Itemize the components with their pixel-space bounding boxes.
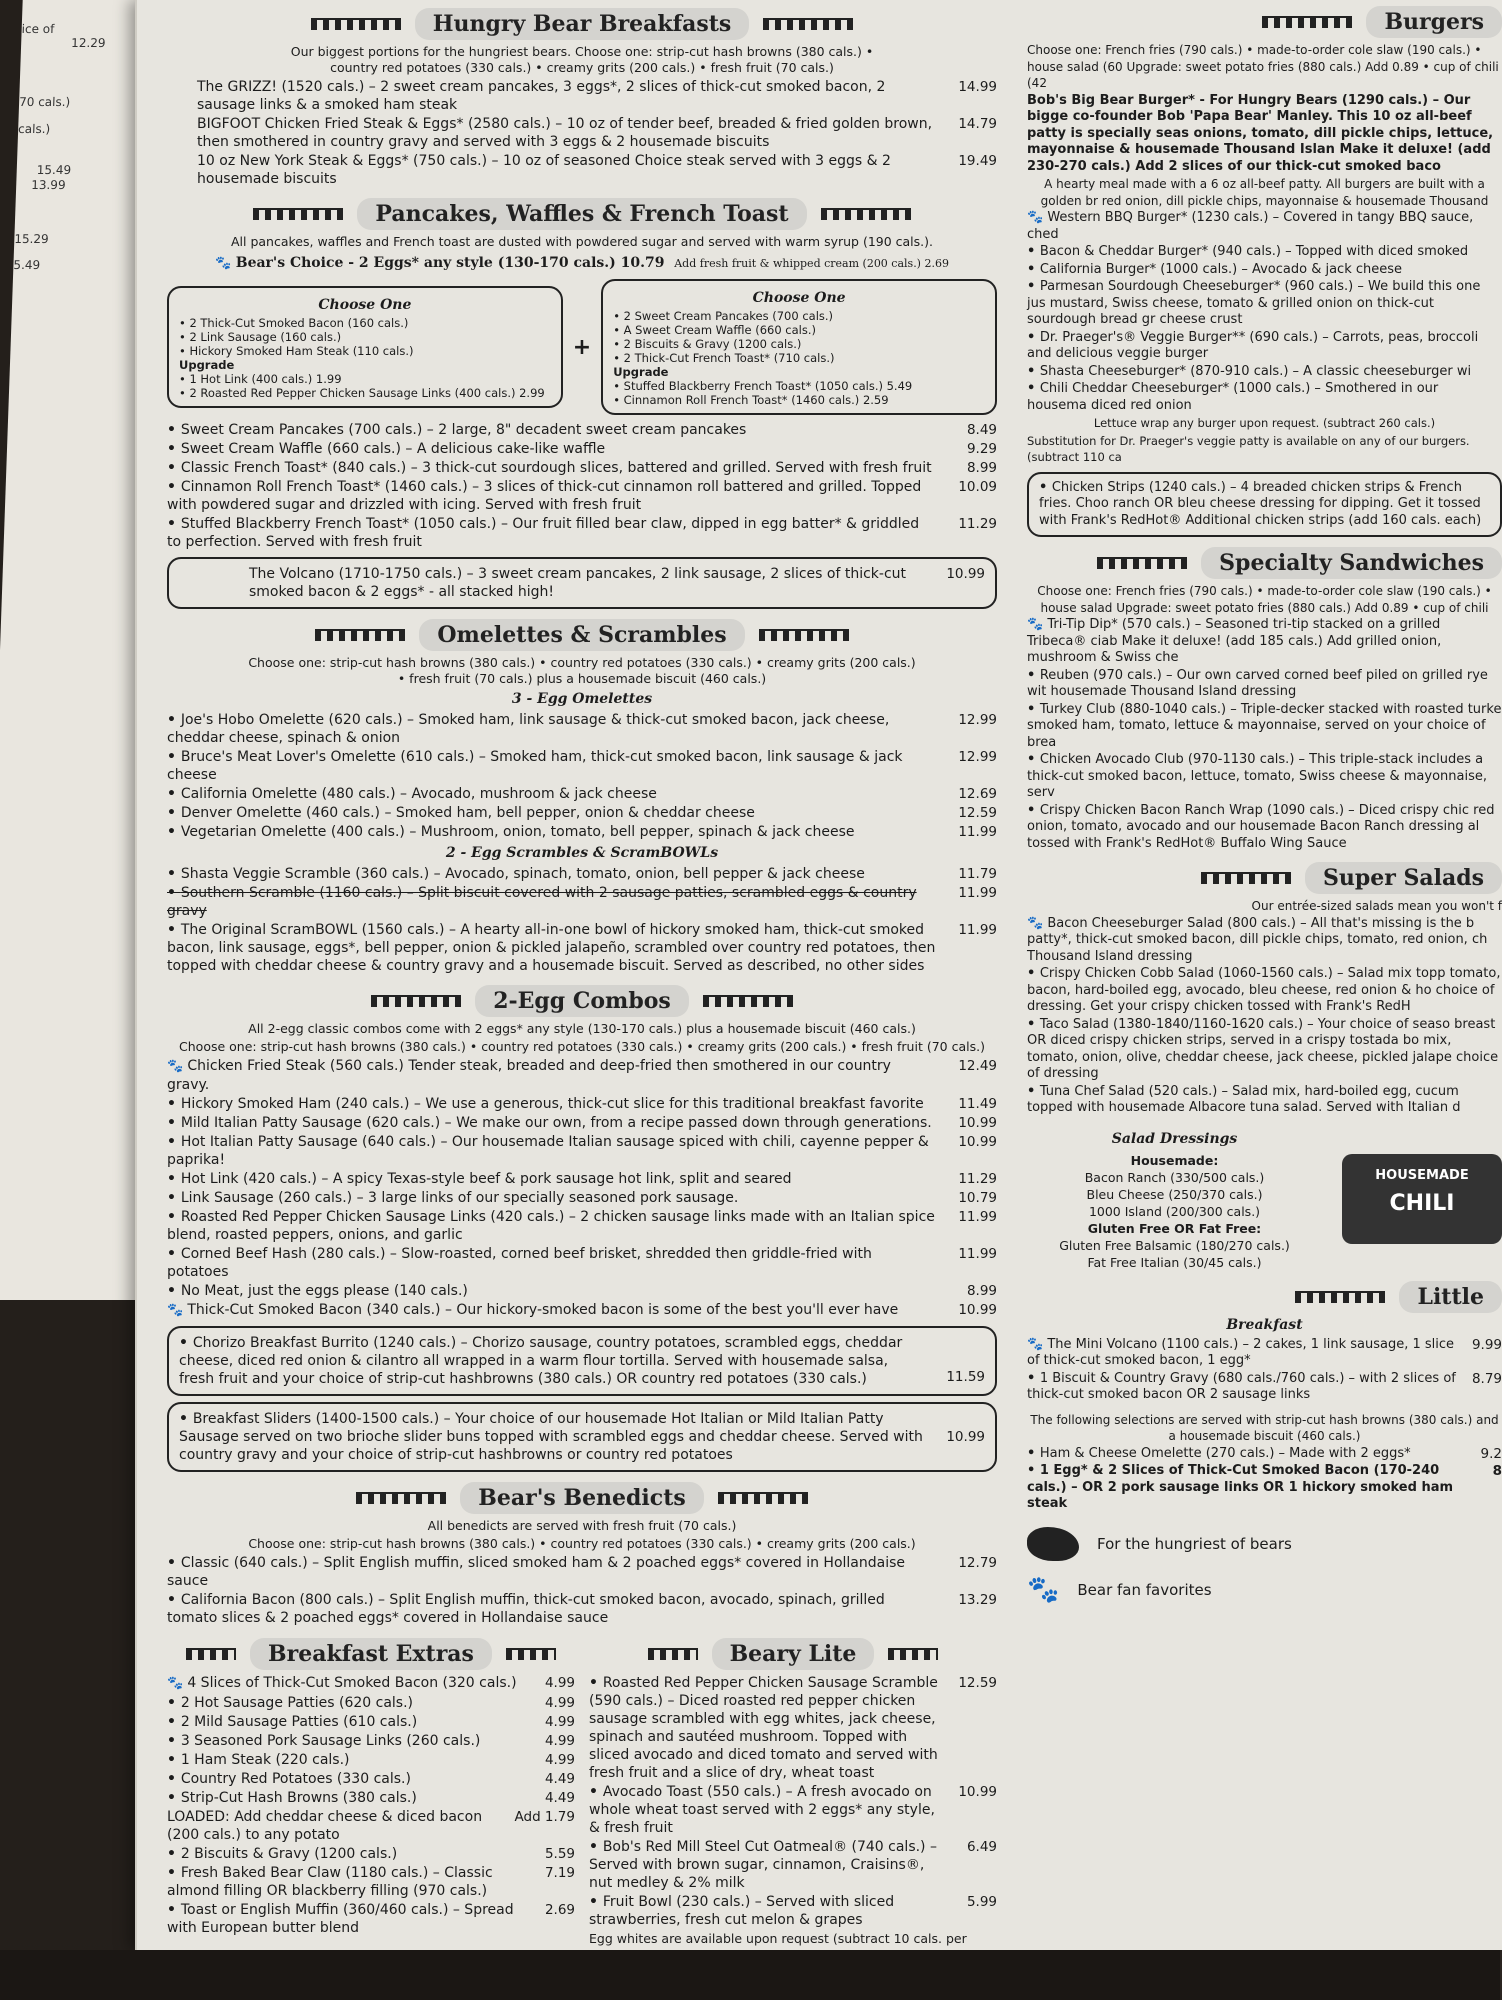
menu-item: • Chicken Avocado Club (970-1130 cals.) – This triple-stack includes a thick-cut smoked bacon, lettuce, tomato, Swiss cheese & mayonnaise, serv (1027, 752, 1502, 802)
menu-item: • 1 Ham Steak (220 cals.) 4.99 (167, 1751, 575, 1769)
menu-item: • Hickory Smoked Ham (240 cals.) – We use a generous, thick-cut slice for this traditional breakfast favorite 11.49 (167, 1095, 997, 1113)
menu-item: • Shasta Cheeseburger* (870-910 cals.) – A classic cheeseburger wi (1027, 364, 1502, 381)
menu-item: • Fruit Bowl (230 cals.) – Served with sliced strawberries, fresh cut melon & grapes 5.99 (589, 1893, 997, 1929)
section-header (167, 1638, 575, 1670)
section-intro: Choose one: strip-cut hash browns (380 cals.) • country red potatoes (330 cals.) • creamy grits (200 cals.) • fresh fruit (70 cals.) (179, 1039, 985, 1054)
menu-item: • Taco Salad (1380-1840/1160-1620 cals.) – Your choice of seaso breast OR diced crispy chicken strips, served in a crispy tostada bo mix, tomato, onion, olive, cheddar cheese, jack cheese, pickled jalape choice of dressing (1027, 1017, 1502, 1083)
menu-item: • Southern Scramble (1160 cals.) – Split biscuit covered with 2 sausage patties, scrambled eggs & country gravy 11.99 (167, 884, 997, 920)
subsection-title: 2 - Egg Scrambles & ScramBOWLs (445, 845, 719, 861)
menu-item: • Bruce's Meat Lover's Omelette (610 cals.) – Smoked ham, thick-cut smoked bacon, link sausage & jack cheese 12.99 (167, 748, 997, 784)
menu-item: • Corned Beef Hash (280 cals.) – Slow-roasted, corned beef brisket, shredded then griddle-fried with potatoes 11.99 (167, 1245, 997, 1281)
section-header (147, 8, 1017, 40)
menu-item: • Hot Italian Patty Sausage (640 cals.) – Our housemade Italian sausage spiced with chili, cayenne pepper & paprika! 10.99 (167, 1133, 997, 1169)
section-intro: All pancakes, waffles and French toast are dusted with powdered sugar and served with warm syrup (190 cals.). (230, 234, 933, 249)
menu-item: • Ham & Cheese Omelette (270 cals.) – Made with 2 eggs* 9.2 (1027, 1446, 1502, 1463)
menu-item: • Sweet Cream Waffle (660 cals.) – A delicious cake-like waffle 9.29 (167, 440, 997, 458)
menu-item: • Shasta Veggie Scramble (360 cals.) – Avocado, spinach, tomato, onion, bell pepper & jack cheese 11.79 (167, 865, 997, 883)
combo-items (147, 1057, 1017, 1472)
menu-item: • Link Sausage (260 cals.) – 3 large links of our specially seasoned pork sausage. 10.79 (167, 1189, 997, 1207)
section-header (1027, 862, 1502, 894)
burger-note: Lettuce wrap any burger upon request. (subtract 260 cals.) (1093, 416, 1436, 430)
sliders-box: • Breakfast Sliders (1400-1500 cals.) – Your choice of our housemade Hot Italian or Mild Italian Patty Sausage served on two brioche slider buns topped with scrambled eggs and cheddar cheese. Served with country gravy and your choice of strip-cut hashbrowns or country red potatoes 10.99 (167, 1402, 997, 1472)
section-intro: Choose one: strip-cut hash browns (380 cals.) • country red potatoes (330 cals.) • creamy grits (200 cals.) • fresh fruit (70 cals.) plus a housemade biscuit (460 cals.) (248, 655, 916, 686)
choice-box-stack: Choose One • 2 Sweet Cream Pancakes (700 cals.) • A Sweet Cream Waffle (660 cals.) • 2 Biscuits & Gravy (1200 cals.) • 2 Thick-Cut French Toast* (710 cals.) Upgrade • Stuffed Blackberry French Toast* (1050 cals.) 5.49 • Cinnamon Roll French Toast* (1460 cals.) 2.59 (601, 279, 997, 415)
section-intro: All 2-egg classic combos come with 2 eggs* any style (130-170 cals.) plus a housemade biscuit (460 cals.) (248, 1021, 916, 1036)
big-bear-burger: Bob's Big Bear Burger* - For Hungry Bears (1290 cals.) – Our bigge co-founder Bob 'Papa Bear' Manley. This 10 oz all-beef patty is specially seas onions, tomato, dill pickle chips, lettuce, mayonnaise & housemade Thousand Islan Make it deluxe! (add 230-270 cals.) Add 2 slices of our thick-cut smoked baco (1027, 92, 1494, 174)
burger-note: Substitution for Dr. Praeger's veggie patty is available on any of our burgers. (subtract 110 ca (1027, 433, 1470, 464)
menu-item: • Dr. Praeger's® Veggie Burger** (690 cals.) – Carrots, peas, broccoli and delicious veggie burger (1027, 330, 1502, 363)
menu-item: • 1 Biscuit & Country Gravy (680 cals./760 cals.) – with 2 slices of thick-cut smoked bacon OR 2 sausage links 8.79 (1027, 1371, 1502, 1404)
menu-item: • Cinnamon Roll French Toast* (1460 cals.) – 3 slices of thick-cut cinnamon roll battered and grilled. Topped with powdered sugar and drizzled with icing. Served with fresh fruit 10.09 (167, 478, 997, 514)
edge-text: cals.) (17, 122, 51, 136)
menu-item: The GRIZZ! (1520 cals.) – 2 sweet cream pancakes, 3 eggs*, 2 slices of thick-cut smoked bacon, 2 sausage links & a smoked ham steak 14.99 (197, 79, 997, 113)
volcano-box: The Volcano (1710-1750 cals.) – 3 sweet cream pancakes, 2 link sausage, 2 slices of thick-cut smoked bacon & 2 eggs* - all stacked high! 10.99 (167, 557, 997, 609)
menu-item: • Crispy Chicken Cobb Salad (1060-1560 cals.) – Salad mix topp tomato, bacon, hard-boiled egg, avocado, bleu cheese, red onion & ho choice of dressing. Get your crispy chicken tossed with Frank's RedH (1027, 966, 1502, 1016)
menu-item: 🐾 Western BBQ Burger* (1230 cals.) – Covered in tangy BBQ sauce, ched (1027, 210, 1502, 243)
menu-item: • Fresh Baked Bear Claw (1180 cals.) – Classic almond filling OR blackberry filling (970 cals.) 7.19 (167, 1864, 575, 1900)
menu-item: • California Bacon (800 cals.) – Split English muffin, thick-cut smoked bacon, avocado, spinach, grilled tomato slices & 2 poached eggs* covered in Hollandaise sauce 13.29 (167, 1591, 997, 1627)
burger-intro: A hearty meal made with a 6 oz all-beef patty. All burgers are built with a golden br red onion, dill pickle chips, mayonnaise & housemade Thousand (1040, 177, 1489, 208)
subsection-title: Breakfast (1226, 1316, 1303, 1333)
choice-box-meat: Choose One • 2 Thick-Cut Smoked Bacon (160 cals.) • 2 Link Sausage (160 cals.) • Hickory Smoked Ham Steak (110 cals.) Upgrade • 1 Hot Link (400 cals.) 1.99 • 2 Roasted Red Pepper Chicken Sausage Links (400 cals.) 2.99 (167, 286, 563, 408)
bear-icon (1027, 1527, 1079, 1561)
breakfast-items (147, 78, 1017, 188)
menu-item: • Hot Link (420 cals.) – A spicy Texas-style beef & pork sausage hot link, split and seared 11.29 (167, 1170, 997, 1188)
section-header (589, 1638, 997, 1670)
section-header (147, 198, 1017, 230)
menu-page (135, 0, 1502, 1950)
left-column (147, 0, 1017, 1967)
section-title: Super Salads (1305, 862, 1502, 894)
menu-item: • California Burger* (1000 cals.) – Avocado & jack cheese (1027, 262, 1502, 279)
section-header (147, 985, 1017, 1017)
edge-text: ice of (21, 22, 55, 36)
menu-item: • Chili Cheddar Cheeseburger* (1000 cals.) – Smothered in our housema diced red onion (1027, 381, 1502, 414)
section-title: 2-Egg Combos (475, 985, 689, 1017)
menu-item: 🐾 Chicken Fried Steak (560 cals.) Tender steak, breaded and deep-fried then smothered in our country gravy. 12.49 (167, 1057, 997, 1094)
menu-item: • Bob's Red Mill Steel Cut Oatmeal® (740 cals.) – Served with brown sugar, cinnamon, Craisins®, nut medley & 2% milk 6.49 (589, 1838, 997, 1892)
extras-and-lite (147, 1628, 1017, 1967)
menu-item: • Tuna Chef Salad (520 cals.) – Salad mix, hard-boiled egg, cucum topped with housemade Albacore tuna salad. Served with Italian d (1027, 1084, 1502, 1117)
subsection-title: 3 - Egg Omelettes (511, 691, 653, 707)
housemade-chili-logo: HOUSEMADE CHILI (1342, 1154, 1502, 1244)
section-title: Specialty Sandwiches (1201, 547, 1502, 579)
section-header (147, 1482, 1017, 1514)
menu-item: 🐾 Tri-Tip Dip* (570 cals.) – Seasoned tri-tip stacked on a grilled Tribeca® ciab Make it deluxe! (add 185 cals.) Add grilled onion, mushroom & Swiss che (1027, 617, 1502, 667)
menu-item: • Crispy Chicken Bacon Ranch Wrap (1090 cals.) – Diced crispy chic red onion, tomato, avocado and our housemade Bacon Ranch dressing al tossed with Frank's RedHot® Buffalo Wing Sauce (1027, 803, 1502, 853)
menu-item: • Classic French Toast* (840 cals.) – 3 thick-cut sourdough slices, battered and grilled. Served with fresh fruit 8.99 (167, 459, 997, 477)
menu-item: • 2 Mild Sausage Patties (610 cals.) 4.99 (167, 1713, 575, 1731)
menu-item: • Mild Italian Patty Sausage (620 cals.) – We make our own, from a recipe passed down through generations. 10.99 (167, 1114, 997, 1132)
menu-item: • Vegetarian Omelette (400 cals.) – Mushroom, onion, tomato, bell pepper, spinach & jack cheese 11.99 (167, 823, 997, 841)
right-column (1027, 0, 1502, 1619)
salad-dressings: Salad Dressings Housemade: Bacon Ranch (330/500 cals.) Bleu Cheese (250/370 cals.) 1000 Island (200/300 cals.) Gluten Free OR Fat Free: Gluten Free Balsamic (180/270 cals.) Fat Free Italian (30/45 cals.) (1059, 1130, 1290, 1270)
menu-item: • Reuben (970 cals.) – Our own carved corned beef piled on grilled rye wit housemade Thousand Island dressing (1027, 668, 1502, 701)
edge-text: 15.49 (36, 163, 72, 177)
menu-item: • Stuffed Blackberry French Toast* (1050 cals.) – Our fruit filled bear claw, dipped in egg batter* & griddled to perfection. Served with fresh fruit 11.29 (167, 515, 997, 551)
burrito-box: • Chorizo Breakfast Burrito (1240 cals.) – Chorizo sausage, country potatoes, scrambled eggs, cheddar cheese, diced red onion & cilantro all wrapped in a warm flour tortilla. Served with housemade salsa, fresh fruit and your choice of strip-cut hashbrowns (380 cals.) OR country red potatoes (330 cals.) 11.59 (167, 1326, 997, 1396)
menu-item: • Toast or English Muffin (360/460 cals.) – Spread with European butter blend 2.69 (167, 1901, 575, 1937)
edge-text: 12.29 (70, 36, 106, 50)
menu-item: • Roasted Red Pepper Chicken Sausage Scramble (590 cals.) – Diced roasted red pepper chicken sausage scrambled with egg whites, jack cheese, spinach and sautéed mushroom. Topped with sliced avocado and diced tomato and served with fresh fruit and a slice of dry, wheat toast 12.59 (589, 1674, 997, 1782)
section-intro: Choose one: French fries (790 cals.) • made-to-order cole slaw (190 cals.) • house salad Upgrade: sweet potato fries (880 cals.) Add 0.89 • cup of chili (1037, 584, 1492, 615)
chicken-strips-box: • Chicken Strips (1240 cals.) – 4 breaded chicken strips & French fries. Choo ranch OR bleu cheese dressing for dipping. Get it tossed with Frank's RedHot® Additional chicken strips (add 160 cals. each) (1027, 472, 1502, 538)
section-intro: Choose one: French fries (790 cals.) • made-to-order cole slaw (190 cals.) • house salad (60 Upgrade: sweet potato fries (880 cals.) Add 0.89 • cup of chili (42 (1027, 43, 1499, 90)
section-title: Breakfast Extras (250, 1638, 492, 1670)
menu-item: BIGFOOT Chicken Fried Steak & Eggs* (2580 cals.) – 10 oz of tender beef, breaded & fried golden brown, then smothered in country gravy and served with 3 eggs & 2 housemade biscuits 14.79 (197, 116, 997, 150)
section-header (1027, 6, 1502, 38)
menu-item: • Roasted Red Pepper Chicken Sausage Links (420 cals.) – 2 chicken sausage links made with an Italian spice blend, roasted peppers, onions, and garlic 11.99 (167, 1208, 997, 1244)
section-intro: All benedicts are served with fresh fruit (70 cals.) (427, 1518, 737, 1533)
table-surface (0, 1950, 1500, 2000)
edge-text: 5.49 (13, 258, 41, 272)
menu-item: 🐾 Bacon Cheeseburger Salad (800 cals.) – All that's missing is the b patty*, thick-cut smoked bacon, dill pickle chips, tomato, red onion, ch Thousand Island dressing (1027, 916, 1502, 966)
section-title: Omelettes & Scrambles (419, 619, 744, 651)
menu-item: 🐾 4 Slices of Thick-Cut Smoked Bacon (320 cals.) 4.99 (167, 1674, 575, 1693)
legend-hungriest: For the hungriest of bears (1027, 1527, 1502, 1561)
section-title: Beary Lite (712, 1638, 875, 1670)
edge-text: 15.29 (14, 232, 49, 246)
menu-item: • 2 Biscuits & Gravy (1200 cals.) 5.59 (167, 1845, 575, 1863)
section-header (147, 619, 1017, 651)
section-title: Bear's Benedicts (460, 1482, 704, 1514)
beary-lite (589, 1628, 997, 1967)
menu-item: • Strip-Cut Hash Browns (380 cals.) 4.49 (167, 1789, 575, 1807)
section-title: Pancakes, Waffles & French Toast (357, 198, 806, 230)
menu-item: • 3 Seasoned Pork Sausage Links (260 cals.) 4.99 (167, 1732, 575, 1750)
menu-item: LOADED: Add cheddar cheese & diced bacon (200 cals.) to any potato Add 1.79 (167, 1809, 575, 1843)
menu-item: • Sweet Cream Pancakes (700 cals.) – 2 large, 8" decadent sweet cream pancakes 8.49 (167, 421, 997, 439)
breakfast-extras (167, 1628, 575, 1967)
paw-icon: 🐾 (1027, 1574, 1060, 1605)
menu-item: • The Original ScramBOWL (1560 cals.) – A hearty all-in-one bowl of hickory smoked ham, thick-cut smoked bacon, link sausage, eggs*, bell pepper, onion & pickled jalapeño, scrambled over country red potatoes, then topped with cheddar cheese & country gravy and a housemade biscuit. Served as described, no other sides 11.99 (167, 921, 997, 975)
menu-item: • 2 Hot Sausage Patties (620 cals.) 4.99 (167, 1694, 575, 1712)
little-note: The following selections are served with strip-cut hash browns (380 cals.) and a housemade biscuit (460 cals.) (1030, 1412, 1499, 1443)
menu-item: 🐾 Thick-Cut Smoked Bacon (340 cals.) – Our hickory-smoked bacon is some of the best you'll ever have 10.99 (167, 1301, 997, 1320)
section-header (1027, 547, 1502, 579)
menu-item: • Denver Omelette (460 cals.) – Smoked ham, bell pepper, onion & cheddar cheese 12.59 (167, 804, 997, 822)
menu-item: • Classic (640 cals.) – Split English muffin, sliced smoked ham & 2 poached eggs* covered in Hollandaise sauce 12.79 (167, 1554, 997, 1590)
section-title: Burgers (1366, 6, 1502, 38)
section-intro: Choose one: strip-cut hash browns (380 cals.) • country red potatoes (330 cals.) • creamy grits (200 cals.) (248, 1536, 916, 1551)
section-intro: Our entrée-sized salads mean you won't f (1251, 899, 1502, 913)
dressings-row (1027, 1127, 1502, 1271)
section-header (1027, 1281, 1502, 1313)
menu-item: • Bacon & Cheddar Burger* (940 cals.) – Topped with diced smoked (1027, 244, 1502, 261)
menu-item: • No Meat, just the eggs please (140 cals.) 8.99 (167, 1282, 997, 1300)
section-title: Little (1399, 1281, 1502, 1313)
edge-text: 70 cals.) (18, 95, 71, 109)
menu-item: • Parmesan Sourdough Cheeseburger* (960 cals.) – We build this one jus mustard, Swiss cheese, tomato & grilled onion on thick-cut sourdough bread gr cheese crust (1027, 279, 1502, 329)
menu-item: • California Omelette (480 cals.) – Avocado, mushroom & jack cheese 12.69 (167, 785, 997, 803)
section-intro: Our biggest portions for the hungriest bears. Choose one: strip-cut hash browns (380 cals.) • country red potatoes (330 cals.) • creamy grits (200 cals.) • fresh fruit (70 cals.) (290, 44, 874, 75)
omelette-items (147, 711, 1017, 841)
legend-favorites: 🐾 Bear fan favorites (1027, 1574, 1212, 1605)
menu-item: • Avocado Toast (550 cals.) – A fresh avocado on whole wheat toast served with 2 eggs* any style, & fresh fruit 10.99 (589, 1783, 997, 1837)
section-title: Hungry Bear Breakfasts (415, 8, 750, 40)
menu-item: • Country Red Potatoes (330 cals.) 4.49 (167, 1770, 575, 1788)
menu-item: • Turkey Club (880-1040 cals.) – Triple-decker stacked with roasted turke smoked ham, tomato, lettuce & mayonnaise, served on your choice of brea (1027, 702, 1502, 752)
lite-note: Egg whites are available upon request (subtract 10 cals. per (589, 1931, 967, 1946)
bears-choice: 🐾 Bear's Choice - 2 Eggs* any style (130-170 cals.) 10.79 Add fresh fruit & whipped cream (200 cals.) 2.69 (147, 254, 1017, 273)
menu-item: • 1 Egg* & 2 Slices of Thick-Cut Smoked Bacon (170-240 cals.) – OR 2 pork sausage links OR 1 hickory smoked ham steak 8 (1027, 1463, 1502, 1513)
menu-item: 🐾 The Mini Volcano (1100 cals.) – 2 cakes, 1 link sausage, 1 slice of thick-cut smoked bacon, 1 egg* 9.99 (1027, 1337, 1502, 1370)
pancake-items (147, 421, 1017, 609)
edge-text: 13.99 (30, 178, 66, 192)
benedict-items (147, 1554, 1017, 1627)
scramble-items (147, 865, 1017, 975)
choice-boxes: Choose One • 2 Thick-Cut Smoked Bacon (160 cals.) • 2 Link Sausage (160 cals.) • Hickory Smoked Ham Steak (110 cals.) Upgrade • 1 Hot Link (400 cals.) 1.99 • 2 Roasted Red Pepper Chicken Sausage Links (400 cals.) 2.99 + Choose One • 2 Sweet Cream Pancakes (700 cals.) • A Sweet Cream Waffle (660 cals.) • 2 Biscuits & Gravy (1200 cals.) • 2 Thick-Cut French Toast* (710 cals.) Upgrade • Stuffed Blackberry French Toast* (1050 cals.) 5.49 • Cinnamon Roll French Toast* (1460 cals.) 2.59 (147, 279, 1017, 415)
menu-item: 10 oz New York Steak & Eggs* (750 cals.) – 10 oz of seasoned Choice steak served with 3 eggs & 2 housemade biscuits 19.49 (197, 153, 997, 187)
menu-item: • Joe's Hobo Omelette (620 cals.) – Smoked ham, link sausage & thick-cut smoked bacon, jack cheese, cheddar cheese, spinach & onion 12.99 (167, 711, 997, 747)
